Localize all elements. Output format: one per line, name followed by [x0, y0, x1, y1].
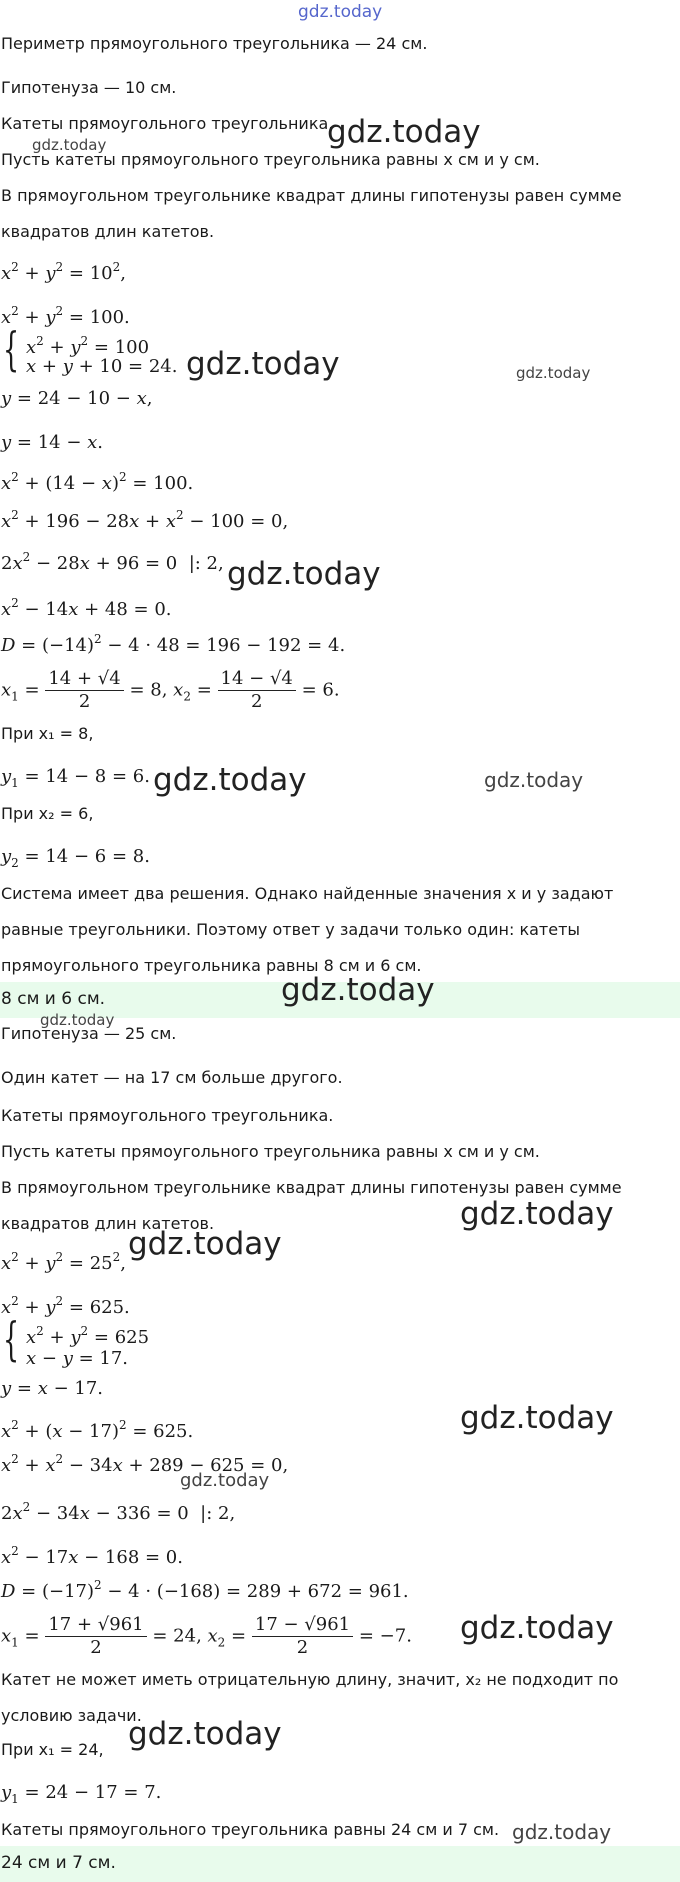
text-line: При x₁ = 8, — [1, 724, 94, 743]
formula: $x_1$ = $\frac{17 + √961}{2}$ = 24, $x_2$ = $\frac{17 - √961}{2}$ = −7. — [1, 1614, 412, 1658]
formula: $D = (-17)^2 - 4 \cdot (-168) = 289 + 672 = 961$. — [1, 1578, 409, 1602]
watermark-top: gdz.today — [298, 2, 383, 22]
watermark: gdz.today — [460, 1400, 614, 1436]
watermark: gdz.today — [516, 364, 591, 382]
formula: $x^2 + y^2 = 10^2$, — [1, 260, 126, 284]
formula: y = 24 − 10 − x, — [1, 388, 153, 409]
watermark: gdz.today — [281, 972, 435, 1008]
answer-text: 8 см и 6 см. — [1, 989, 106, 1009]
formula: $x^2 + (x - 17)^2 = 625$. — [1, 1418, 194, 1442]
text-line: Пусть катеты прямоугольного треугольника равны x см и y см. — [1, 150, 540, 169]
text-line: Система имеет два решения. Однако найденные значения x и y задают — [1, 884, 614, 903]
watermark: gdz.today — [128, 1716, 282, 1752]
text-line: Гипотенуза — 10 см. — [1, 78, 177, 97]
formula: $x^2 + x^2 - 34x + 289 - 625 = 0$, — [1, 1452, 289, 1476]
text-line: квадратов длин катетов. — [1, 1214, 215, 1233]
formula: $y_1 = 24 - 17 = 7$. — [1, 1782, 162, 1806]
formula: x − y = 17. — [26, 1348, 129, 1369]
text-line: В прямоугольном треугольнике квадрат длины гипотенузы равен сумме — [1, 1178, 622, 1197]
watermark: gdz.today — [180, 1470, 270, 1491]
text-line: Периметр прямоугольного треугольника — 24 см. — [1, 34, 428, 53]
text-line: прямоугольного треугольника равны 8 см и 6 см. — [1, 956, 422, 975]
formula: $2x^2 - 34x - 336 = 0$ |: 2, — [1, 1500, 236, 1524]
formula: $x^2 + y^2 = 625$ — [26, 1324, 150, 1348]
formula: $x^2 - 14x + 48 = 0$. — [1, 596, 172, 620]
text-line: Пусть катеты прямоугольного треугольника равны x см и y см. — [1, 1142, 540, 1161]
formula: $x^2 + y^2 = 25^2$, — [1, 1250, 126, 1274]
formula: $x^2 + y^2 = 100$. — [1, 304, 130, 328]
watermark: gdz.today — [484, 768, 584, 792]
watermark: gdz.today — [512, 1820, 612, 1844]
text-line: Гипотенуза — 25 см. — [1, 1024, 177, 1043]
watermark: gdz.today — [128, 1226, 282, 1262]
watermark: gdz.today — [40, 1011, 115, 1029]
text-line: При x₁ = 24, — [1, 1740, 104, 1759]
text-line: Катеты прямоугольного треугольника. — [1, 114, 334, 133]
text-line: Катеты прямоугольного треугольника равны 24 см и 7 см. — [1, 1820, 500, 1839]
watermark: gdz.today — [186, 346, 340, 382]
system-brace: { — [3, 322, 20, 376]
watermark: gdz.today — [460, 1196, 614, 1232]
formula: $x^2 + y^2 = 625$. — [1, 1294, 130, 1318]
text-line: В прямоугольном треугольнике квадрат длины гипотенузы равен сумме — [1, 186, 622, 205]
formula: $x^2 - 17x - 168 = 0$. — [1, 1544, 183, 1568]
text-line: Один катет — на 17 см больше другого. — [1, 1068, 343, 1087]
formula: $x^2 + (14 - x)^2 = 100$. — [1, 470, 194, 494]
answer-text: 24 см и 7 см. — [1, 1853, 116, 1873]
watermark: gdz.today — [32, 136, 107, 154]
text-line: При x₂ = 6, — [1, 804, 94, 823]
text-line: квадратов длин катетов. — [1, 222, 215, 241]
formula: $x^2 + 196 - 28x + x^2 - 100 = 0$, — [1, 508, 289, 532]
text-line: Катеты прямоугольного треугольника. — [1, 1106, 334, 1125]
watermark: gdz.today — [460, 1610, 614, 1646]
watermark: gdz.today — [153, 762, 307, 798]
text-line: условию задачи. — [1, 1706, 142, 1725]
formula: $x_1$ = $\frac{14 + √4}{2}$ = 8, $x_2$ = $\frac{14 - √4}{2}$ = 6. — [1, 668, 340, 712]
formula: y = 14 − x. — [1, 432, 104, 453]
text-line: Катет не может иметь отрицательную длину, значит, x₂ не подходит по — [1, 1670, 619, 1689]
text-line: равные треугольники. Поэтому ответ у задачи только один: катеты — [1, 920, 581, 939]
formula: $D = (-14)^2 - 4 \cdot 48 = 196 - 192 = 4$. — [1, 632, 346, 656]
formula: $x^2 + y^2 = 100$ — [26, 334, 150, 358]
formula: y = x − 17. — [1, 1378, 104, 1399]
watermark: gdz.today — [227, 556, 381, 592]
answer-box — [0, 1846, 680, 1882]
formula: $y_1 = 14 - 8 = 6$. — [1, 766, 150, 790]
formula: $y_2 = 14 - 6 = 8$. — [1, 846, 150, 870]
system-brace: { — [3, 1312, 20, 1366]
watermark: gdz.today — [327, 114, 481, 150]
formula: x + y + 10 = 24. — [26, 356, 178, 377]
formula: $2x^2 - 28x + 96 = 0$ |: 2, — [1, 550, 224, 574]
